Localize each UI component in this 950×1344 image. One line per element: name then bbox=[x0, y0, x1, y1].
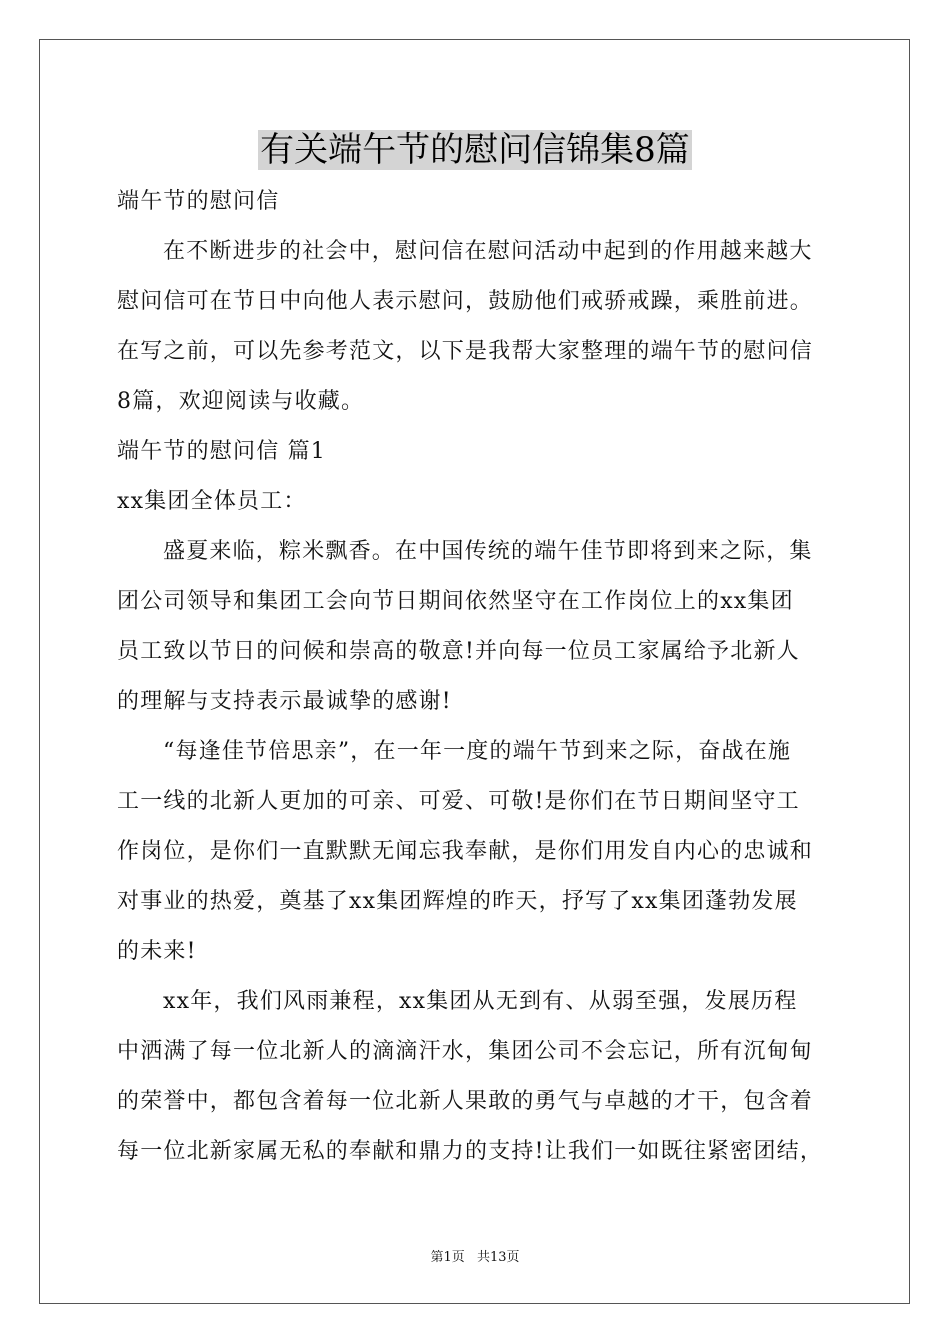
text-line: 的未来! bbox=[117, 939, 197, 964]
text-line: 团公司领导和集团工会向节日期间依然坚守在工作岗位上的xx集团 bbox=[117, 589, 794, 614]
text-line: 中洒满了每一位北新人的滴滴汗水，集团公司不会忘记，所有沉甸甸 bbox=[117, 1039, 814, 1064]
text-line: 对事业的热爱，奠基了xx集团辉煌的昨天，抒写了xx集团蓬勃发展 bbox=[117, 889, 798, 914]
page-total: 共13页 bbox=[476, 1250, 520, 1265]
text-line: 盛夏来临，粽米飘香。在中国传统的端午佳节即将到来之际，集 bbox=[163, 539, 813, 564]
text-line: 作岗位，是你们一直默默无闻忘我奉献，是你们用发自内心的忠诚和 bbox=[117, 839, 814, 864]
text-line: xx集团全体员工： bbox=[117, 489, 307, 514]
text-line: 在写之前，可以先参考范文，以下是我帮大家整理的端午节的慰问信 bbox=[117, 339, 814, 364]
document-body bbox=[117, 177, 837, 1177]
title-wrap bbox=[0, 130, 950, 170]
text-line: 员工致以节日的问候和崇高的敬意!并向每一位员工家属给予北新人 bbox=[117, 639, 800, 664]
page-number: 第1页 bbox=[430, 1250, 465, 1265]
text-line: 每一位北新家属无私的奉献和鼎力的支持!让我们一如既往紧密团结， bbox=[117, 1139, 824, 1164]
document-title: 有关端午节的慰问信锦集8篇 bbox=[260, 130, 690, 170]
text-line: 在不断进步的社会中，慰问信在慰问活动中起到的作用越来越大 bbox=[163, 239, 813, 264]
text-line: 工一线的北新人更加的可亲、可爱、可敬!是你们在节日期间坚守工 bbox=[117, 789, 800, 814]
text-line: “每逢佳节倍思亲”，在一年一度的端午节到来之际，奋战在施 bbox=[163, 739, 792, 764]
text-line: 端午节的慰问信 bbox=[117, 189, 280, 214]
text-line: 端午节的慰问信 篇1 bbox=[117, 439, 326, 464]
text-line: xx年，我们风雨兼程，xx集团从无到有、从弱至强，发展历程 bbox=[163, 989, 798, 1014]
text-line: 的理解与支持表示最诚挚的感谢! bbox=[117, 689, 452, 714]
text-line: 慰问信可在节日中向他人表示慰问，鼓励他们戒骄戒躁，乘胜前进。 bbox=[117, 289, 814, 314]
text-line: 的荣誉中，都包含着每一位北新人果敢的勇气与卓越的才干，包含着 bbox=[117, 1089, 814, 1114]
text-line: 8篇，欢迎阅读与收藏。 bbox=[117, 389, 365, 414]
page-footer bbox=[0, 1246, 950, 1265]
